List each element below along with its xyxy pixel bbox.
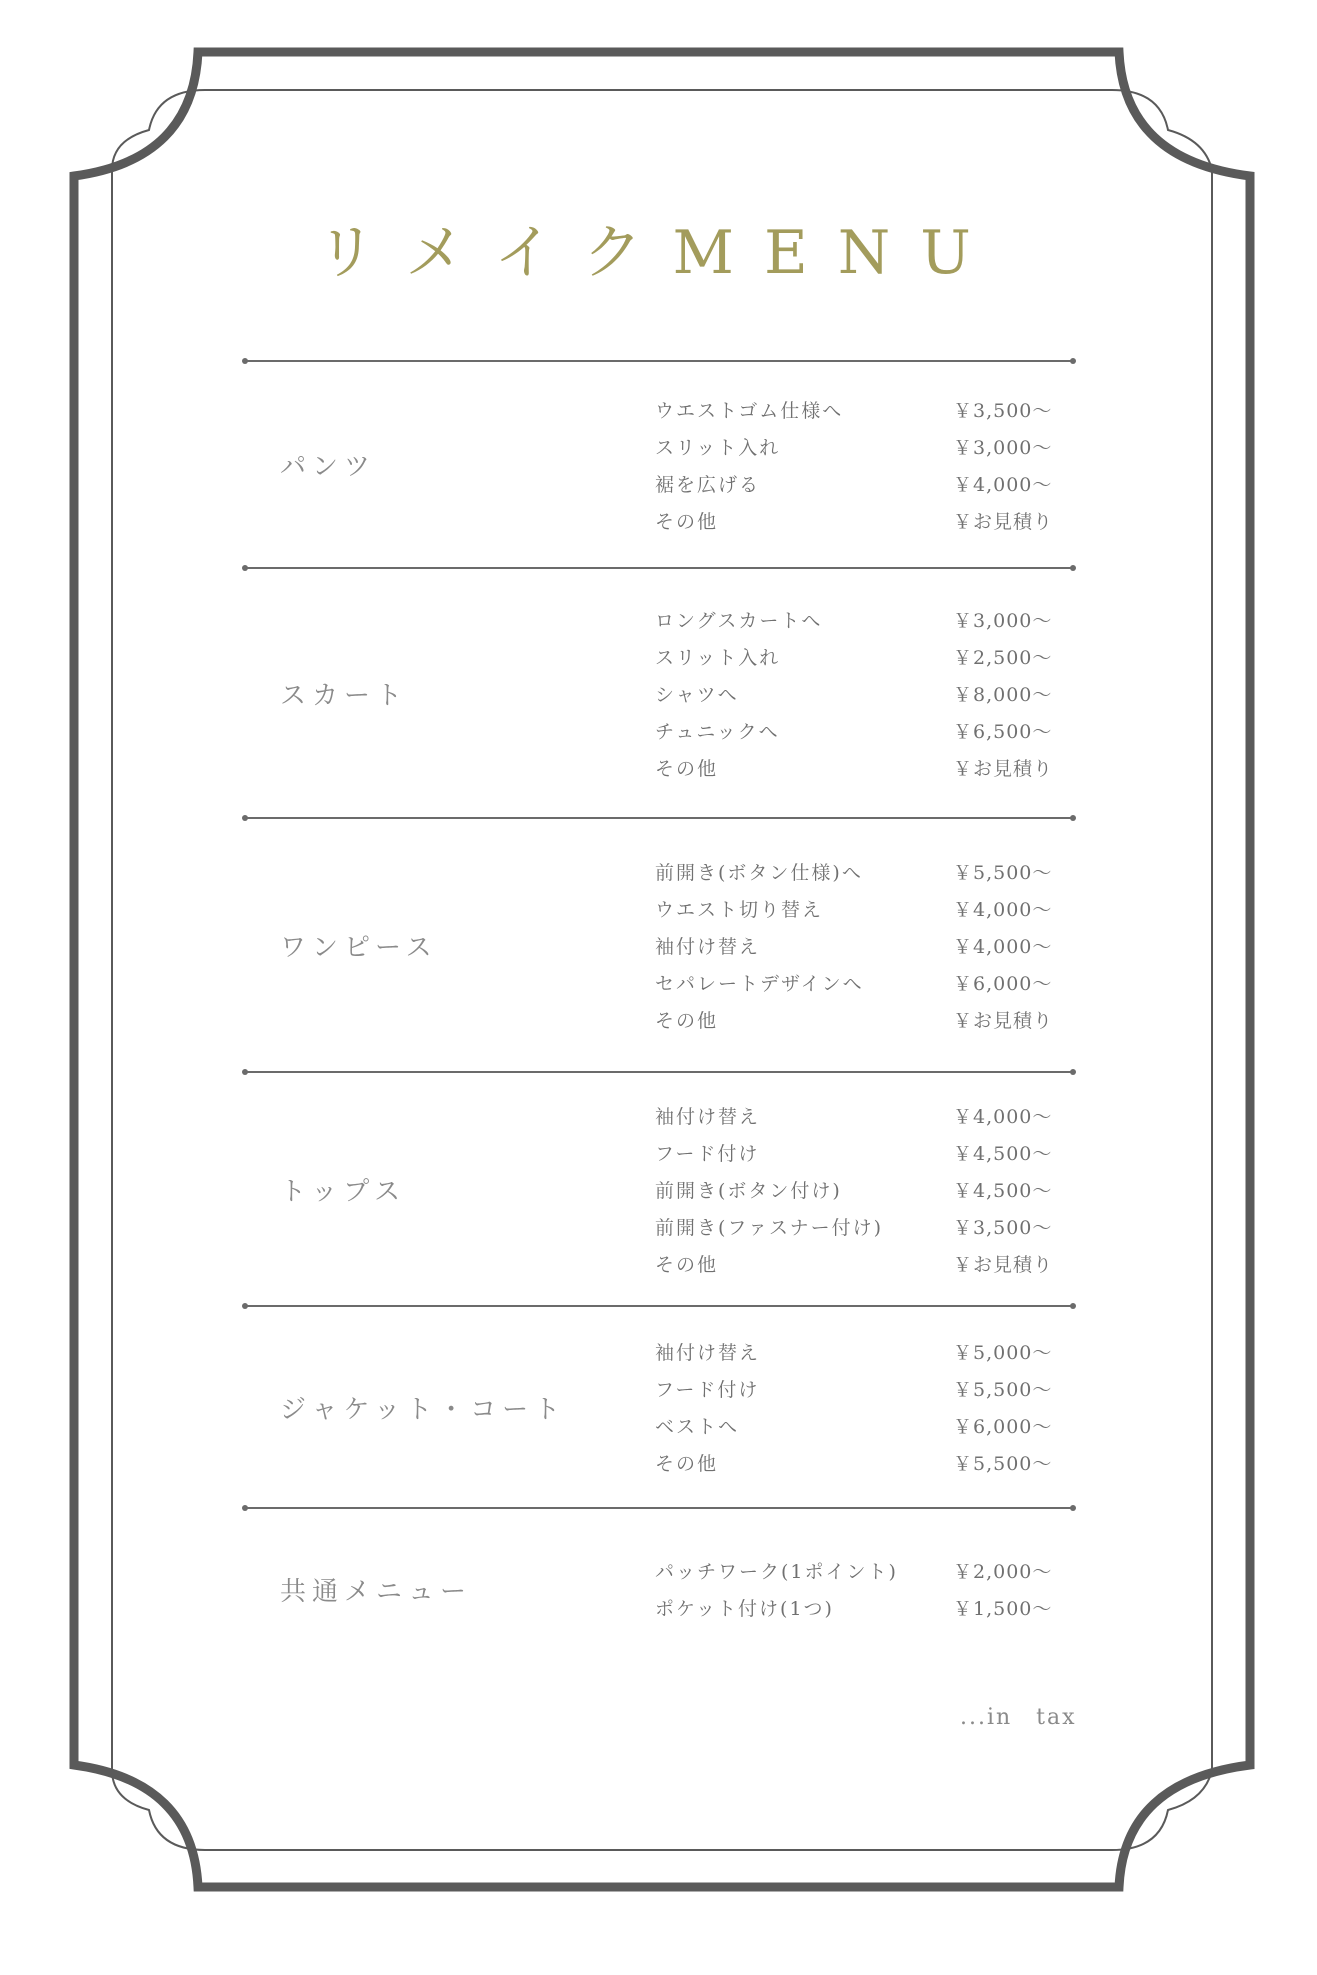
list-item [655,1171,1073,1208]
list-item [655,1552,1073,1589]
item-name: 裾を広げる [655,473,761,496]
item-price: ￥4,000～ [953,1105,1053,1128]
item-name: シャツへ [655,683,739,706]
list-item [655,1245,1073,1282]
category-label: スカート [280,680,409,711]
list-item [655,1208,1073,1245]
item-name: 前開き(ファスナー付け) [655,1216,884,1239]
item-price: ￥8,000～ [953,683,1053,706]
list-item [655,749,1073,786]
item-price: ￥2,500～ [953,646,1053,669]
list-item [655,1001,1073,1038]
item-name: 前開き(ボタン付け) [655,1179,842,1202]
item-name: ウエスト切り替え [655,898,824,921]
item-name: ロングスカートへ [655,609,823,632]
item-name: 袖付け替え [655,935,761,958]
item-price: ￥6,000～ [953,1416,1053,1438]
item-price: ￥4,500～ [953,1142,1053,1165]
item-name: ポケット付け(1つ) [655,1598,834,1620]
category-label: ワンピース [280,932,438,963]
item-name: その他 [655,1009,719,1032]
list-item [655,1370,1073,1407]
item-price: ￥3,000～ [953,609,1053,632]
list-item [655,1134,1073,1171]
item-price: ￥3,500～ [953,399,1053,422]
item-name: スリット入れ [655,646,781,669]
item-price: ￥4,000～ [953,898,1053,921]
item-name: パッチワーク(1ポイント) [655,1561,898,1583]
item-price: ￥6,000～ [953,972,1053,995]
item-price: ￥5,500～ [953,1379,1053,1401]
tax-note: ...in tax [960,1705,1077,1730]
item-name: その他 [655,1253,719,1276]
item-list [655,601,1073,786]
list-item [655,502,1073,539]
item-name: その他 [655,1453,719,1475]
category-label: トップス [280,1176,407,1207]
category-label: ジャケット・コート [280,1394,567,1425]
item-price: ￥1,500～ [953,1598,1053,1620]
item-name: 前開き(ボタン仕様)へ [655,861,863,884]
menu-section [245,1307,1073,1507]
item-price: ￥4,000～ [953,473,1053,496]
menu-section [245,819,1073,1071]
category-label: 共通メニュー [280,1576,473,1607]
item-price: ￥5,500～ [953,1453,1053,1475]
item-price: ￥4,000～ [953,935,1053,958]
item-price: ￥5,500～ [953,861,1053,884]
menu-section [245,569,1073,817]
item-list [655,1333,1073,1481]
list-item [655,927,1073,964]
menu-list [245,360,1073,1669]
item-name: その他 [655,757,719,780]
item-price: ￥4,500～ [953,1179,1053,1202]
item-name: 袖付け替え [655,1105,761,1128]
item-price: ￥お見積り [953,1253,1054,1276]
item-price: ￥お見積り [953,1009,1054,1032]
item-name: ベストへ [655,1416,740,1438]
item-price: ￥お見積り [953,510,1054,533]
list-item [655,1097,1073,1134]
list-item [655,638,1073,675]
item-price: ￥3,000～ [953,436,1053,459]
list-item [655,1589,1073,1626]
list-item [655,391,1073,428]
item-name: フード付け [655,1379,760,1401]
item-list [655,853,1073,1038]
list-item [655,601,1073,638]
item-name: セパレートデザインへ [655,972,864,995]
item-name: その他 [655,510,719,533]
list-item [655,890,1073,927]
item-price: ￥5,000～ [953,1342,1053,1364]
list-item [655,712,1073,749]
menu-section [245,1509,1073,1669]
menu-section [245,362,1073,567]
item-price: ￥2,000～ [953,1561,1053,1583]
list-item [655,675,1073,712]
menu-section [245,1073,1073,1305]
list-item [655,1444,1073,1481]
list-item [655,1333,1073,1370]
item-name: フード付け [655,1142,760,1165]
page-title: リメイクMENU [316,218,1001,288]
list-item [655,964,1073,1001]
item-name: ウエストゴム仕様へ [655,399,844,422]
item-list [655,1097,1073,1282]
item-price: ￥お見積り [953,757,1054,780]
list-item [655,428,1073,465]
list-item [655,853,1073,890]
item-list [655,391,1073,539]
item-list [655,1552,1073,1626]
item-name: スリット入れ [655,436,781,459]
list-item [655,465,1073,502]
item-price: ￥3,500～ [953,1216,1053,1239]
item-name: チュニックへ [655,720,780,743]
list-item [655,1407,1073,1444]
item-price: ￥6,500～ [953,720,1053,743]
item-name: 袖付け替え [655,1342,761,1364]
category-label: パンツ [280,452,377,482]
